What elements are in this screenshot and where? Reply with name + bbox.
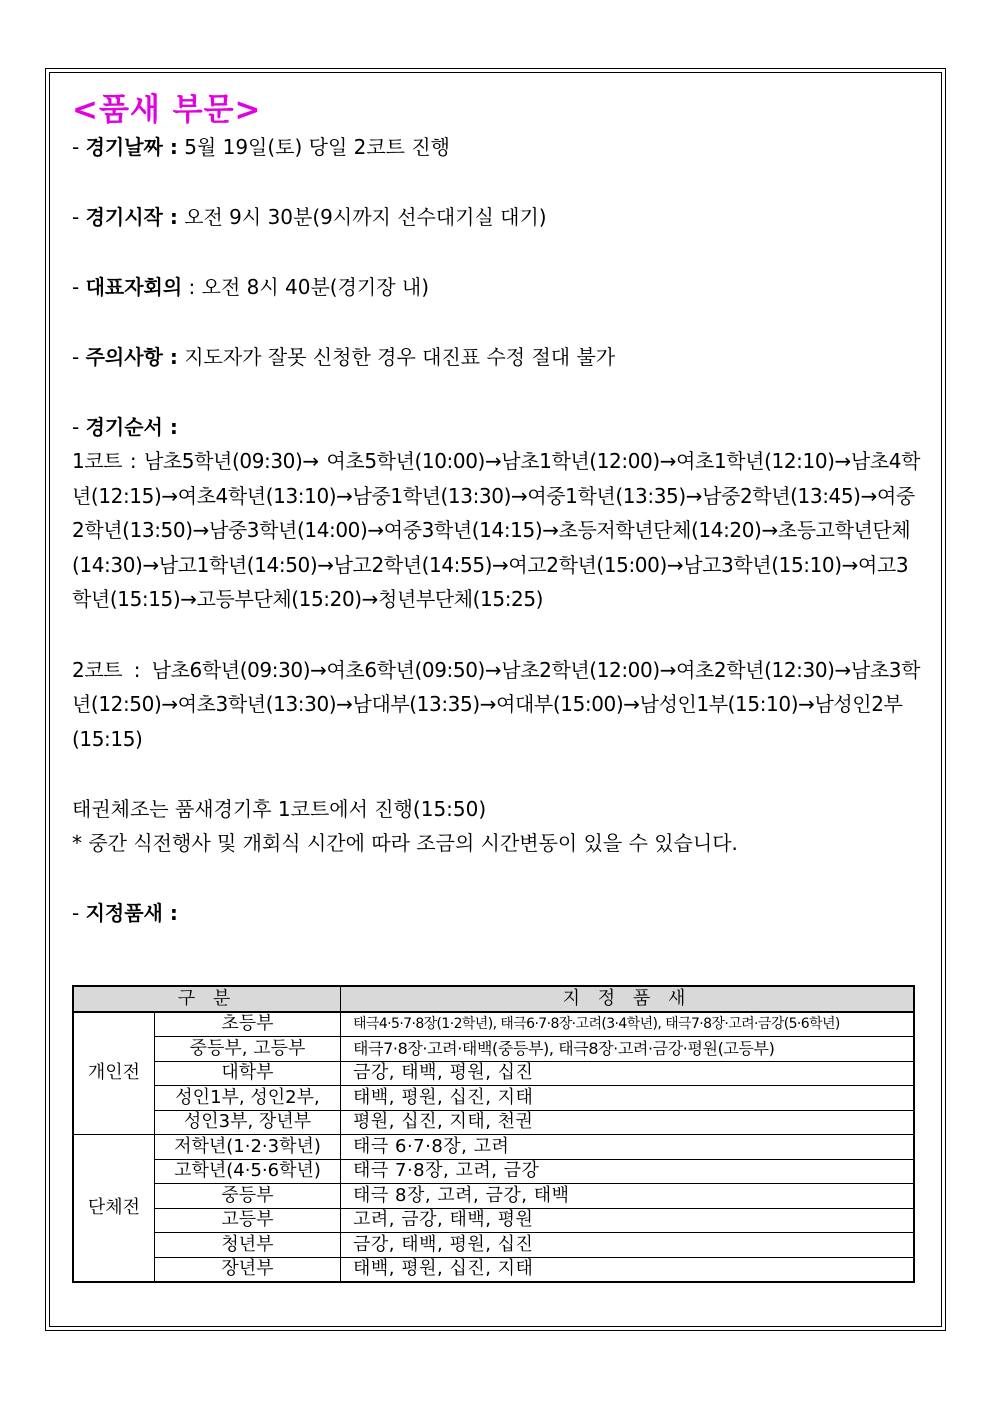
info-caution-label: 주의사항 :: [85, 345, 178, 369]
info-date-value: 5월 19일(토) 당일 2코트 진행: [184, 135, 451, 159]
table-row: [73, 1257, 914, 1282]
info-meeting: - 대표자회의 : 오전 8시 40분(경기장 내): [72, 275, 430, 299]
row-label: 고등부: [155, 1208, 341, 1233]
table-row: [73, 1135, 914, 1160]
row-value: 태백, 평원, 십진, 지태: [341, 1257, 915, 1282]
info-caution-value: 지도자가 잘못 신청한 경우 대진표 수정 절대 불가: [184, 345, 616, 369]
info-meeting-value: : 오전 8시 40분(경기장 내): [188, 275, 430, 299]
table-row: [73, 1110, 914, 1135]
info-start-value: 오전 9시 30분(9시까지 선수대기실 대기): [184, 205, 547, 229]
row-label: 대학부: [155, 1061, 341, 1086]
row-value: 태극 6·7·8장, 고려: [341, 1135, 915, 1160]
table-row: [73, 1037, 914, 1062]
order-heading: - 경기순서 :: [72, 415, 178, 439]
court1-schedule: 1코트 : 남초5학년(09:30)→ 여초5학년(10:00)→남초1학년(12:00)→여초1학년(12:10)→남초4학년(12:15)→여초4학년(13:10)→남중1학년(13:30)→여중1학년(13:35)→남중2학년(13:45)→여중2학년(13:50)→남중3학년(14:00)→여중3학년(14:15)→초등저학년단체(14:20)→초등고학년단체(14:30)→남고1학년(14:50)→남고2학년(14:55)→여고2학년(15:00)→남고3학년(15:10)→여고3학년(15:15)→고등부단체(15:20)→청년부단체(15:25): [72, 449, 920, 611]
order-label: 경기순서 :: [85, 415, 178, 439]
info-start-label: 경기시작 :: [85, 205, 178, 229]
document-body: [72, 90, 920, 930]
row-value: 평원, 십진, 지태, 천권: [341, 1110, 915, 1135]
row-label: 저학년(1·2·3학년): [155, 1135, 341, 1160]
table-row: [73, 1184, 914, 1209]
section-title: <품새 부문>: [72, 92, 262, 128]
row-value: 고려, 금강, 태백, 평원: [341, 1208, 915, 1233]
row-label: 초등부: [155, 1012, 341, 1037]
taekwon-gym-note: 태권체조는 품새경기후 1코트에서 진행(15:50): [72, 797, 487, 821]
row-label: 청년부: [155, 1233, 341, 1258]
row-label: 중등부: [155, 1184, 341, 1209]
row-label: 성인3부, 장년부: [155, 1110, 341, 1135]
time-change-note: * 중간 식전행사 및 개회식 시간에 따라 조금의 시간변동이 있을 수 있습니다.: [72, 831, 738, 855]
table-row: [73, 1086, 914, 1111]
info-date-label: 경기날짜 :: [85, 135, 178, 159]
table-row: [73, 1159, 914, 1184]
designated-poomsae-table: [72, 985, 915, 1283]
row-value: 금강, 태백, 평원, 십진: [341, 1233, 915, 1258]
info-date: - 경기날짜 : 5월 19일(토) 당일 2코트 진행: [72, 135, 451, 159]
info-caution: - 주의사항 : 지도자가 잘못 신청한 경우 대진표 수정 절대 불가: [72, 345, 616, 369]
row-value: 태백, 평원, 십진, 지태: [341, 1086, 915, 1111]
row-label: 중등부, 고등부: [155, 1037, 341, 1062]
info-meeting-label: 대표자회의: [85, 275, 183, 299]
table-row: [73, 1061, 914, 1086]
row-label: 고학년(4·5·6학년): [155, 1159, 341, 1184]
header-category: 구 분: [73, 986, 341, 1012]
row-label: 장년부: [155, 1257, 341, 1282]
row-value: 태극 8장, 고려, 금강, 태백: [341, 1184, 915, 1209]
row-value: 태극 7·8장, 고려, 금강: [341, 1159, 915, 1184]
table-row: [73, 1012, 914, 1037]
row-value: 태극4·5·7·8장(1·2학년), 태극6·7·8장·고려(3·4학년), 태극7·8장·고려·금강(5·6학년): [341, 1012, 915, 1037]
group-individual: 개인전: [73, 1012, 155, 1135]
header-poomsae: 지 정 품 새: [341, 986, 915, 1012]
table-row: [73, 1233, 914, 1258]
designated-label: 지정품새 :: [85, 901, 178, 925]
court2-schedule: 2코트 : 남초6학년(09:30)→여초6학년(09:50)→남초2학년(12:00)→여초2학년(12:30)→남초3학년(12:50)→여초3학년(13:30)→남대부(13:35)→여대부(15:00)→남성인1부(15:10)→남성인2부(15:15): [72, 657, 920, 751]
row-label: 성인1부, 성인2부,: [155, 1086, 341, 1111]
row-value: 태극7·8장·고려·태백(중등부), 태극8장·고려·금강·평원(고등부): [341, 1037, 915, 1062]
table-header-row: [73, 986, 914, 1012]
row-value: 금강, 태백, 평원, 십진: [341, 1061, 915, 1086]
group-team: 단체전: [73, 1135, 155, 1283]
info-start: - 경기시작 : 오전 9시 30분(9시까지 선수대기실 대기): [72, 205, 547, 229]
table-row: [73, 1208, 914, 1233]
designated-heading: - 지정품새 :: [72, 901, 178, 925]
